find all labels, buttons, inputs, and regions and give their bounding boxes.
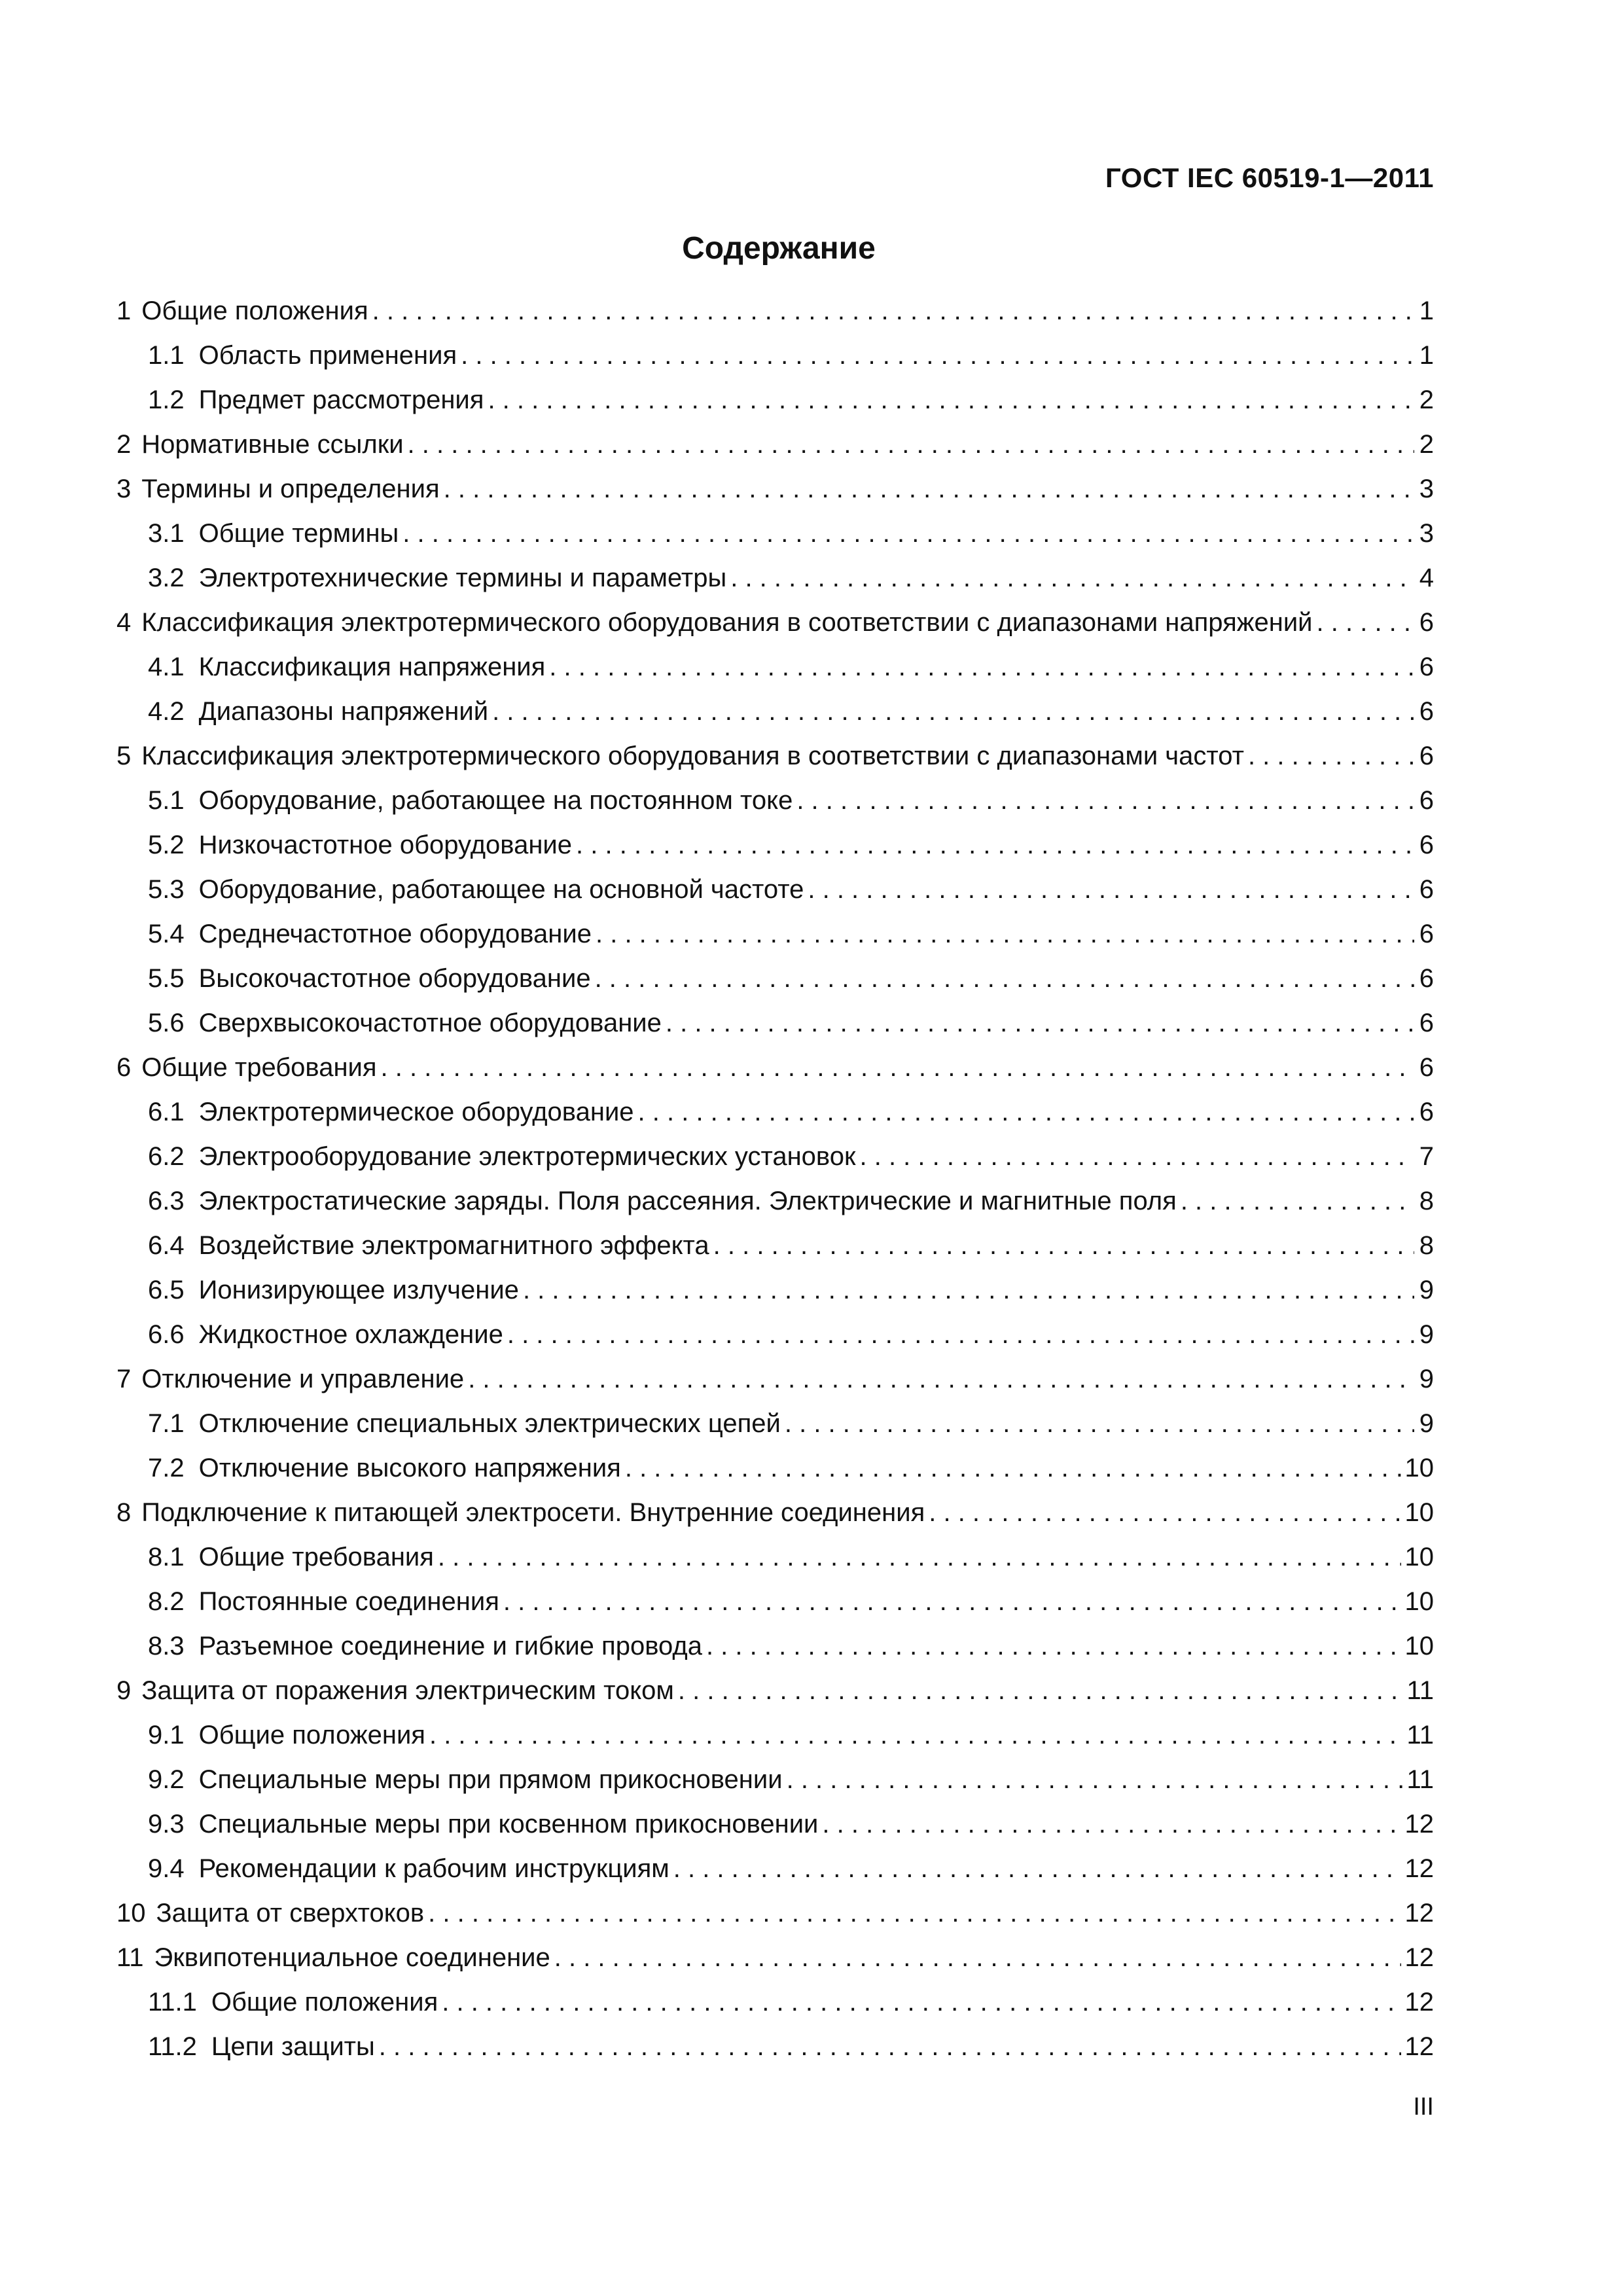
toc-entry-title: Специальные меры при косвенном прикосновении (198, 1810, 819, 1839)
toc-entry-title: Классификация напряжения (198, 653, 546, 681)
toc-dot-leader (808, 875, 1414, 905)
toc-entry-page: 4 (1419, 564, 1434, 592)
toc-entry-number: 10 (116, 1899, 146, 1928)
toc-entry-title: Рекомендации к рабочим инструкциям (198, 1854, 669, 1883)
toc-entry-page: 12 (1404, 1854, 1434, 1883)
toc-dot-leader (488, 386, 1414, 415)
toc-dot-leader (706, 1632, 1401, 1661)
toc-entry-number: 6.4 (148, 1231, 185, 1260)
toc-entry-number: 3 (116, 475, 132, 503)
toc-entry-title: Эквипотенциальное соединение (154, 1943, 550, 1972)
toc-entry-number: 11 (116, 1943, 144, 1972)
toc-entry[interactable] (116, 2032, 1434, 2077)
toc-dot-leader (673, 1854, 1401, 1884)
toc-entry-number: 11.1 (148, 1988, 197, 2017)
toc-entry[interactable] (116, 1365, 1434, 1409)
toc-dot-leader (787, 1765, 1403, 1795)
toc-dot-leader (442, 1988, 1400, 2017)
toc-entry-page: 12 (1404, 1988, 1434, 2017)
toc-entry-title: Общие положения (141, 296, 368, 325)
toc-entry[interactable] (116, 1854, 1434, 1899)
toc-entry-title: Электростатические заряды. Поля рассеяния. Электрические и магнитные поля (198, 1187, 1177, 1215)
toc-entry[interactable] (116, 1142, 1434, 1187)
toc-entry-page: 6 (1419, 653, 1434, 681)
toc-entry-title: Область применения (198, 341, 457, 370)
toc-entry-number: 9.4 (148, 1854, 185, 1883)
toc-dot-leader (625, 1454, 1401, 1483)
toc-entry-page: 9 (1419, 1276, 1434, 1304)
toc-entry-title: Классификация электротермического оборудования в соответствии с диапазонами частот (141, 742, 1244, 770)
toc-entry-page: 11 (1406, 1676, 1434, 1705)
toc-dot-leader (379, 2032, 1401, 2062)
toc-entry[interactable] (116, 697, 1434, 742)
toc-entry-number: 4 (116, 608, 132, 637)
toc-entry-page: 12 (1404, 2032, 1434, 2061)
toc-entry-title: Отключение и управление (141, 1365, 465, 1393)
toc-entry-title: Среднечастотное оборудование (198, 920, 592, 948)
toc-entry-title: Нормативные ссылки (141, 430, 404, 459)
toc-entry-page: 6 (1419, 831, 1434, 859)
toc-entry-title: Общие положения (198, 1721, 425, 1749)
toc-entry-title: Общие требования (141, 1053, 377, 1082)
toc-dot-leader (429, 1721, 1403, 1750)
toc-entry[interactable] (116, 341, 1434, 386)
toc-entry-page: 6 (1419, 697, 1434, 726)
toc-entry-number: 5.4 (148, 920, 185, 948)
toc-dot-leader (372, 296, 1414, 326)
toc-entry-page: 1 (1419, 296, 1434, 325)
toc-dot-leader (1181, 1187, 1414, 1216)
toc-entry-page: 6 (1419, 1098, 1434, 1126)
toc-entry-page: 9 (1419, 1409, 1434, 1438)
toc-entry-title: Общие требования (198, 1543, 434, 1571)
toc-entry[interactable] (116, 1454, 1434, 1498)
toc-dot-leader (785, 1409, 1414, 1439)
toc-entry-number: 8 (116, 1498, 132, 1527)
toc-entry-page: 3 (1419, 475, 1434, 503)
toc-entry-number: 7.2 (148, 1454, 185, 1482)
toc-entry[interactable] (116, 1587, 1434, 1632)
toc-entry-number: 5.5 (148, 964, 185, 993)
toc-dot-leader (444, 475, 1414, 504)
toc-entry[interactable] (116, 1543, 1434, 1587)
toc-entry-title: Ионизирующее излучение (198, 1276, 519, 1304)
toc-entry[interactable] (116, 920, 1434, 964)
toc-dot-leader (678, 1676, 1403, 1706)
toc-entry-page: 2 (1419, 386, 1434, 414)
toc-entry[interactable] (116, 1320, 1434, 1365)
toc-dot-leader (428, 1899, 1400, 1928)
toc-entry-number: 5 (116, 742, 132, 770)
toc-entry[interactable] (116, 430, 1434, 475)
toc-dot-leader (595, 964, 1414, 994)
toc-dot-leader (492, 697, 1414, 726)
toc-entry-page: 7 (1419, 1142, 1434, 1171)
toc-entry[interactable] (116, 1988, 1434, 2032)
table-of-contents (116, 296, 1434, 2077)
toc-entry[interactable] (116, 653, 1434, 697)
toc-entry-number: 6.6 (148, 1320, 185, 1349)
toc-entry-page: 10 (1404, 1543, 1434, 1571)
toc-entry[interactable] (116, 1899, 1434, 1943)
toc-entry-page: 6 (1419, 964, 1434, 993)
toc-entry-page: 10 (1404, 1454, 1434, 1482)
toc-entry-page: 9 (1419, 1320, 1434, 1349)
toc-dot-leader (666, 1009, 1414, 1038)
toc-entry-page: 2 (1419, 430, 1434, 459)
toc-entry-number: 6.1 (148, 1098, 185, 1126)
toc-dot-leader (438, 1543, 1401, 1572)
toc-dot-leader (408, 430, 1414, 459)
toc-entry-title: Жидкостное охлаждение (198, 1320, 503, 1349)
toc-entry[interactable] (116, 608, 1434, 653)
toc-entry-number: 9.3 (148, 1810, 185, 1839)
toc-dot-leader (929, 1498, 1400, 1528)
toc-entry-title: Специальные меры при прямом прикосновении (198, 1765, 783, 1794)
toc-entry-number: 1.1 (148, 341, 185, 370)
toc-entry-title: Электротермическое оборудование (198, 1098, 634, 1126)
toc-entry-number: 8.1 (148, 1543, 185, 1571)
toc-entry-number: 4.2 (148, 697, 185, 726)
toc-entry-page: 8 (1419, 1187, 1434, 1215)
document-code: ГОСТ IEC 60519-1—2011 (1105, 162, 1434, 193)
toc-entry[interactable] (116, 1765, 1434, 1810)
toc-entry-title: Общие положения (211, 1988, 438, 2017)
toc-entry-page: 6 (1419, 920, 1434, 948)
toc-entry-number: 5.1 (148, 786, 185, 815)
toc-dot-leader (461, 341, 1414, 370)
toc-entry-title: Разъемное соединение и гибкие провода (198, 1632, 702, 1660)
toc-entry-number: 6.2 (148, 1142, 185, 1171)
toc-dot-leader (822, 1810, 1400, 1839)
toc-dot-leader (554, 1943, 1401, 1973)
toc-entry[interactable] (116, 475, 1434, 519)
toc-entry-page: 6 (1419, 1009, 1434, 1037)
toc-entry-number: 7 (116, 1365, 132, 1393)
toc-entry-title: Оборудование, работающее на основной частоте (198, 875, 804, 904)
toc-entry[interactable] (116, 386, 1434, 430)
toc-entry-number: 5.6 (148, 1009, 185, 1037)
toc-dot-leader (523, 1276, 1414, 1305)
toc-entry-page: 12 (1404, 1810, 1434, 1839)
toc-entry-title: Оборудование, работающее на постоянном токе (198, 786, 793, 815)
toc-entry[interactable] (116, 1409, 1434, 1454)
toc-dot-leader (638, 1098, 1414, 1127)
toc-entry-number: 5.3 (148, 875, 185, 904)
toc-entry-title: Высокочастотное оборудование (198, 964, 591, 993)
toc-entry-title: Постоянные соединения (198, 1587, 499, 1616)
toc-entry-number: 9 (116, 1676, 132, 1705)
toc-entry-title: Термины и определения (141, 475, 440, 503)
toc-entry-number: 2 (116, 430, 132, 459)
toc-entry-number: 11.2 (148, 2032, 197, 2061)
toc-entry-number: 6 (116, 1053, 132, 1082)
toc-entry-page: 6 (1419, 742, 1434, 770)
toc-entry-page: 11 (1406, 1721, 1434, 1749)
toc-entry-page: 3 (1419, 519, 1434, 548)
toc-entry[interactable] (116, 964, 1434, 1009)
toc-entry-page: 10 (1404, 1498, 1434, 1527)
toc-entry-title: Защита от сверхтоков (156, 1899, 425, 1928)
toc-entry-title: Электротехнические термины и параметры (198, 564, 727, 592)
toc-entry-title: Подключение к питающей электросети. Внутренние соединения (141, 1498, 925, 1527)
toc-entry-number: 3.2 (148, 564, 185, 592)
toc-entry-page: 10 (1404, 1587, 1434, 1616)
toc-dot-leader (503, 1587, 1401, 1617)
toc-entry-title: Цепи защиты (211, 2032, 375, 2061)
toc-entry-page: 8 (1419, 1231, 1434, 1260)
toc-dot-leader (402, 519, 1414, 548)
toc-entry-number: 6.3 (148, 1187, 185, 1215)
toc-entry[interactable] (116, 875, 1434, 920)
toc-entry-number: 8.3 (148, 1632, 185, 1660)
toc-dot-leader (596, 920, 1414, 949)
toc-entry-title: Низкочастотное оборудование (198, 831, 573, 859)
toc-entry-number: 4.1 (148, 653, 185, 681)
toc-entry[interactable] (116, 1009, 1434, 1053)
toc-title: Содержание (682, 231, 876, 266)
toc-entry-page: 6 (1419, 875, 1434, 904)
toc-entry-title: Диапазоны напряжений (198, 697, 489, 726)
toc-entry[interactable] (116, 1276, 1434, 1320)
toc-dot-leader (796, 786, 1414, 816)
page-number: III (1413, 2093, 1434, 2121)
toc-entry-number: 5.2 (148, 831, 185, 859)
toc-entry-number: 9.1 (148, 1721, 185, 1749)
toc-dot-leader (859, 1142, 1414, 1172)
toc-entry-page: 6 (1419, 608, 1434, 637)
toc-dot-leader (1248, 742, 1414, 771)
toc-entry-number: 1 (116, 296, 132, 325)
toc-entry-page: 1 (1419, 341, 1434, 370)
toc-dot-leader (381, 1053, 1414, 1083)
toc-entry-page: 10 (1404, 1632, 1434, 1660)
toc-dot-leader (468, 1365, 1414, 1394)
toc-entry-page: 12 (1404, 1899, 1434, 1928)
toc-entry-title: Электрооборудование электротермических установок (198, 1142, 856, 1171)
toc-entry[interactable] (116, 519, 1434, 564)
toc-entry-number: 8.2 (148, 1587, 185, 1616)
toc-entry[interactable] (116, 564, 1434, 608)
toc-dot-leader (576, 831, 1414, 860)
toc-entry[interactable] (116, 1943, 1434, 1988)
toc-entry-title: Воздействие электромагнитного эффекта (198, 1231, 709, 1260)
toc-entry-title: Сверхвысокочастотное оборудование (198, 1009, 662, 1037)
toc-entry[interactable] (116, 742, 1434, 786)
toc-entry[interactable] (116, 1231, 1434, 1276)
toc-entry[interactable] (116, 831, 1434, 875)
toc-entry[interactable] (116, 296, 1434, 341)
toc-entry-page: 11 (1406, 1765, 1434, 1794)
toc-dot-leader (713, 1231, 1414, 1261)
toc-entry-title: Отключение специальных электрических цепей (198, 1409, 781, 1438)
toc-entry-number: 7.1 (148, 1409, 185, 1438)
toc-entry-page: 6 (1419, 786, 1434, 815)
toc-entry[interactable] (116, 1810, 1434, 1854)
toc-dot-leader (1317, 608, 1414, 637)
toc-entry-title: Классификация электротермического оборудования в соответствии с диапазонами напряжений (141, 608, 1313, 637)
toc-entry-number: 6.5 (148, 1276, 185, 1304)
toc-entry-title: Защита от поражения электрическим током (141, 1676, 674, 1705)
toc-entry-title: Предмет рассмотрения (198, 386, 484, 414)
toc-dot-leader (730, 564, 1414, 593)
toc-entry-title: Отключение высокого напряжения (198, 1454, 621, 1482)
toc-entry[interactable] (116, 1721, 1434, 1765)
toc-entry-page: 12 (1404, 1943, 1434, 1972)
toc-entry[interactable] (116, 1053, 1434, 1098)
toc-entry-page: 9 (1419, 1365, 1434, 1393)
toc-entry-number: 9.2 (148, 1765, 185, 1794)
toc-entry[interactable] (116, 1676, 1434, 1721)
toc-dot-leader (549, 653, 1414, 682)
toc-entry-title: Общие термины (198, 519, 399, 548)
toc-entry-page: 6 (1419, 1053, 1434, 1082)
toc-entry[interactable] (116, 1632, 1434, 1676)
toc-entry[interactable] (116, 1187, 1434, 1231)
toc-entry[interactable] (116, 1098, 1434, 1142)
toc-entry[interactable] (116, 786, 1434, 831)
toc-dot-leader (507, 1320, 1414, 1350)
toc-entry-number: 1.2 (148, 386, 185, 414)
toc-entry[interactable] (116, 1498, 1434, 1543)
toc-entry-number: 3.1 (148, 519, 185, 548)
